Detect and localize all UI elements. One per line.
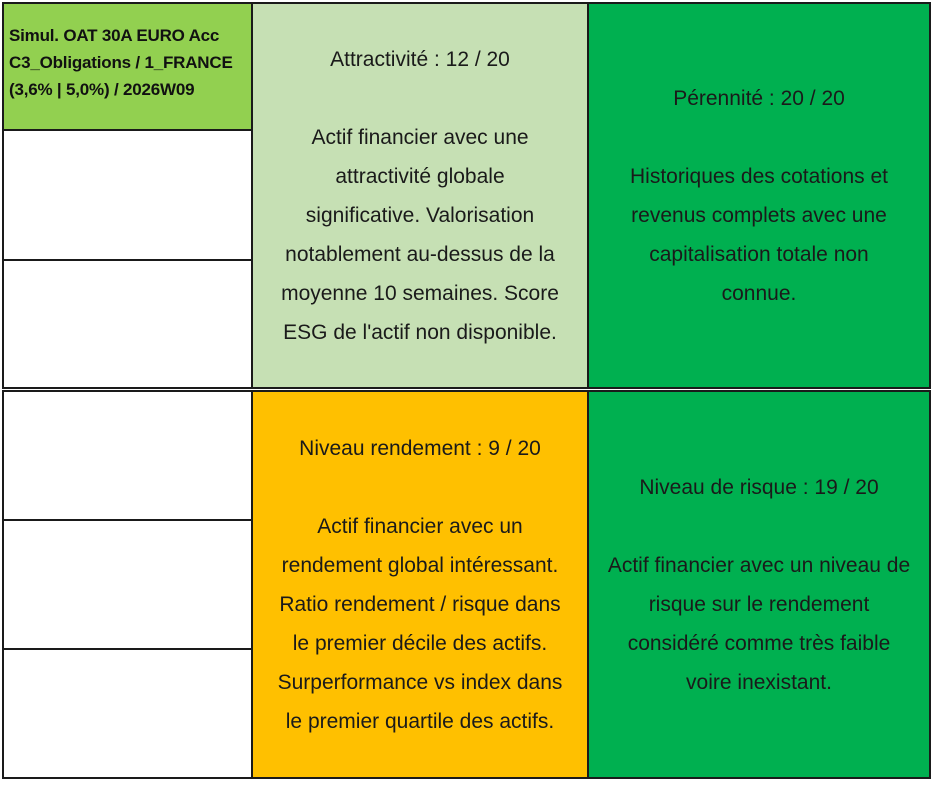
asset-header-cell[interactable] (2, 2, 253, 131)
attractivite-text-line: Actif financier avec une (311, 125, 529, 149)
rendement-score: Niveau rendement : 9 / 20 (299, 436, 541, 460)
empty-cell[interactable] (2, 129, 253, 261)
perennite-score: Pérennité : 20 / 20 (673, 86, 845, 110)
attractivite-text-line: notablement au-dessus de la (285, 242, 555, 266)
attractivite-text-line: moyenne 10 semaines. Score (281, 281, 559, 305)
perennite-text-line: Historiques des cotations et (630, 164, 888, 188)
empty-cell[interactable] (2, 390, 253, 521)
attractivite-text-line: significative. Valorisation (305, 203, 535, 227)
asset-name: Simul. OAT 30A EURO Acc (9, 26, 220, 45)
attractivite-text-line: ESG de l'actif non disponible. (283, 320, 557, 344)
attractivite-card[interactable] (251, 2, 589, 389)
attractivite-score: Attractivité : 12 / 20 (330, 47, 510, 71)
empty-cell[interactable] (2, 259, 253, 389)
risque-text-line: voire inexistant. (686, 670, 832, 694)
attractivite-text-line: attractivité globale (335, 164, 505, 188)
perennite-text-line: connue. (721, 281, 797, 305)
risque-score: Niveau de risque : 19 / 20 (639, 475, 879, 499)
empty-cell[interactable] (2, 648, 253, 779)
perennite-text-line: revenus complets avec une (631, 203, 887, 227)
risque-card[interactable] (587, 390, 931, 779)
rendement-text-line: rendement global intéressant. (281, 553, 559, 577)
rendement-card[interactable] (251, 390, 589, 779)
rendement-text-line: Actif financier avec un (317, 514, 523, 538)
empty-cell[interactable] (2, 519, 253, 650)
rendement-text-line: le premier quartile des actifs. (285, 709, 555, 733)
rendement-text-line: Ratio rendement / risque dans (279, 592, 561, 616)
asset-rates-week: (3,6% | 5,0%) / 2026W09 (9, 80, 195, 99)
rendement-text-line: le premier décile des actifs. (292, 631, 548, 655)
asset-category: C3_Obligations / 1_FRANCE (9, 53, 233, 72)
risque-text-line: Actif financier avec un niveau de (607, 553, 911, 577)
risque-text-line: risque sur le rendement (648, 592, 870, 616)
rendement-text-line: Surperformance vs index dans (277, 670, 563, 694)
risque-text-line: considéré comme très faible (627, 631, 891, 655)
perennite-card[interactable] (587, 2, 931, 389)
perennite-text-line: capitalisation totale non (649, 242, 869, 266)
